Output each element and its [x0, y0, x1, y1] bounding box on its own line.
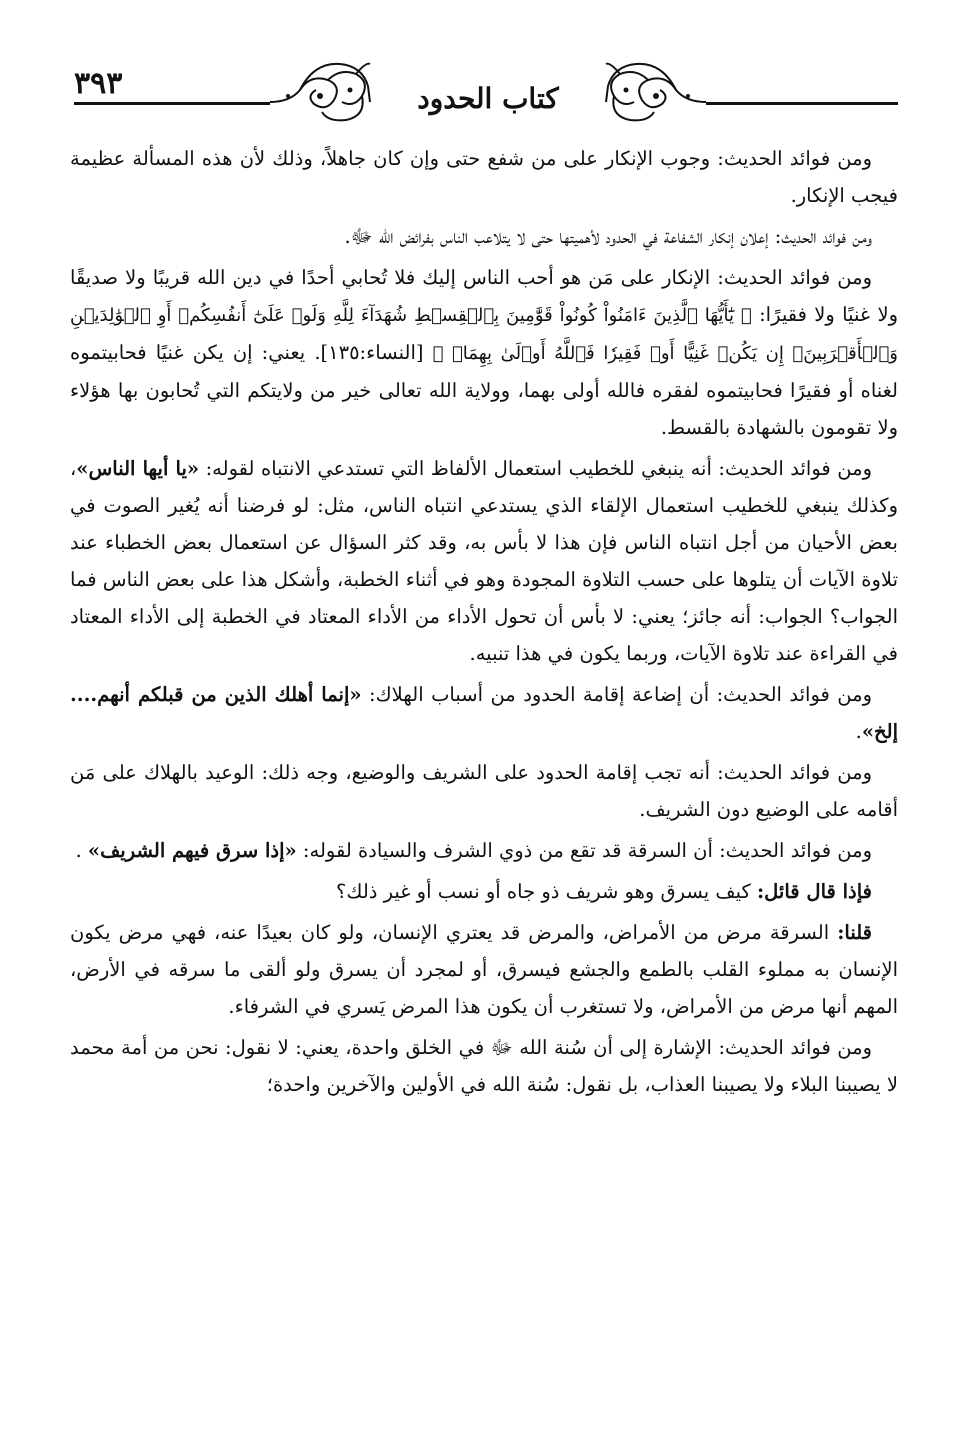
- paragraph-text: السرقة مرض من الأمراض، والمرض قد يعتري الإنسان، ولو كان بعيدًا عنه، فهي مرض يكون الإنسان به مملوء القلب بالطمع والجشع فيسرق، أو لمجرد أن يسرق ولو ألقى ما سرقه في الأرض، المهم أنها مرض من الأمراض، ولا تستغرب أن يكون هذا المرض يَسري في الشرفاء.: [70, 921, 898, 1018]
- paragraph-text: . يعني: إن يكن غنيًا فحابيتموه لغناه أو فقيرًا فحابيتموه لفقره فالله أولى بهما، وولاية الله تعالى خير من ولايتكم التي تُحابون بها هؤلاء ولا تقومون بالشهادة بالقسط.: [70, 341, 898, 439]
- paragraph: [70, 832, 898, 869]
- page-number: ٣٩٣: [74, 66, 123, 101]
- paragraph-text: .: [855, 720, 862, 743]
- paragraph-text: إعلان إنكار الشفاعة في الحدود لأهميتها حتى لا يتلاعب الناس بفرائض الله ﷻ.: [344, 225, 775, 248]
- answer-label: قلنا:: [837, 921, 872, 944]
- header-rule-left: [74, 102, 270, 105]
- page-body: [70, 140, 898, 1107]
- header-rule-right: [706, 102, 898, 105]
- paragraph-text: أنه تجب إقامة الحدود على الشريف والوضيع، وجه ذلك: الوعيد بالهلاك على مَن أقامه على الوضيع دون الشريف.: [70, 761, 898, 821]
- paragraph: [70, 914, 898, 1025]
- paragraph: [70, 140, 898, 214]
- paragraph-text: أن إضاعة إقامة الحدود من أسباب الهلاك:: [361, 683, 717, 706]
- paragraph-label: ومن فوائد الحديث:: [718, 457, 872, 480]
- paragraph-text: وجوب الإنكار على من شفع حتى وإن كان جاهلاً، وذلك لأن هذه المسألة عظيمة فيجب الإنكار.: [70, 147, 898, 207]
- paragraph: [70, 1029, 898, 1103]
- paragraph-label: ومن فوائد الحديث:: [716, 683, 873, 706]
- book-title: كتاب الحدود: [417, 82, 559, 115]
- paragraph-text: ، وكذلك ينبغي للخطيب استعمال الإلقاء الذي يستدعي انتباه الناس، مثل: لو فرضنا أنه يُغير الصوت في بعض الأحيان من أجل انتباه الناس فإن هذا لا بأس به، وقد كثر السؤال عن استعمال بعض الخطباء عند تلاوة الآيات أن يتلوها على حسب التلاوة المجودة وهو في أثناء الخطبة، وأشكل هذا على بعض الناس فما الجواب؟ الجواب: أنه جائز؛ يعني: لا بأس أن تحول الأداء من الأداء المعتاد في الخطبة إلى الأداء المعتاد في القراءة عند تلاوة الآيات، وربما يكون في هذا تنبيه.: [70, 457, 898, 665]
- paragraph-text: الإشارة إلى أن سُنة الله ﷻ في الخلق واحدة، يعني: لا نقول: نحن من أمة محمد لا يصيبنا البلاء ولا يصيبنا العذاب، بل نقول: سُنة الله في الأولين والآخرين واحدة؛: [70, 1036, 898, 1096]
- paragraph: [70, 873, 898, 910]
- paragraph-text: أنه ينبغي للخطيب استعمال الألفاظ التي تستدعي الانتباه لقوله:: [199, 457, 719, 480]
- paragraph: [70, 259, 898, 446]
- hadith-quote: «يا أيها الناس»: [76, 457, 200, 480]
- question-label: فإذا قال قائل:: [756, 880, 872, 903]
- paragraph-label: ومن فوائد الحديث:: [718, 1036, 873, 1059]
- quran-verse: ﴿ يَٰٓأَيُّهَا ٱلَّذِينَ ءَامَنُواْ كُونُواْ قَوَّٰمِينَ بِٱلۡقِسۡطِ شُهَدَآءَ لِلَّهِ وَلَوۡ عَلَىٰٓ أَنفُسِكُمۡ أَوِ ٱلۡوَٰلِدَيۡنِ وَٱلۡأَقۡرَبِينَۚ إِن يَكُنۡ غَنِيًّا أَوۡ فَقِيرٗا فَٱللَّهُ أَوۡلَىٰ بِهِمَاۖ ﴾: [70, 305, 898, 364]
- paragraph-label: ومن فوائد الحديث:: [719, 839, 872, 862]
- paragraph-text: .: [75, 839, 88, 862]
- paragraph: [70, 218, 898, 255]
- hadith-quote: «إذا سرق فيهم الشريف»: [87, 839, 297, 862]
- paragraph-text: الإنكار على مَن هو أحب الناس إليك فلا تُحابي أحدًا في دين الله قريبًا ولا صديقًا ولا غنيًا ولا فقيرًا:: [70, 266, 898, 326]
- paragraph-label: ومن فوائد الحديث:: [717, 147, 872, 170]
- paragraph: [70, 676, 898, 750]
- paragraph: [70, 450, 898, 672]
- hadith-quote: «إنما أهلك الذين من قبلكم أنهم.... إلخ»: [70, 683, 898, 743]
- paragraph-label: ومن فوائد الحديث:: [774, 225, 872, 248]
- page-header: [0, 56, 978, 126]
- paragraph-label: ومن فوائد الحديث:: [717, 266, 872, 289]
- paragraph-text: كيف يسرق وهو شريف ذو جاه أو نسب أو غير ذلك؟: [336, 880, 757, 903]
- paragraph-text: أن السرقة قد تقع من ذوي الشرف والسيادة لقوله:: [296, 839, 720, 862]
- paragraph: [70, 754, 898, 828]
- paragraph-label: ومن فوائد الحديث:: [717, 761, 872, 784]
- verse-reference: [النساء:١٣٥]: [320, 341, 433, 364]
